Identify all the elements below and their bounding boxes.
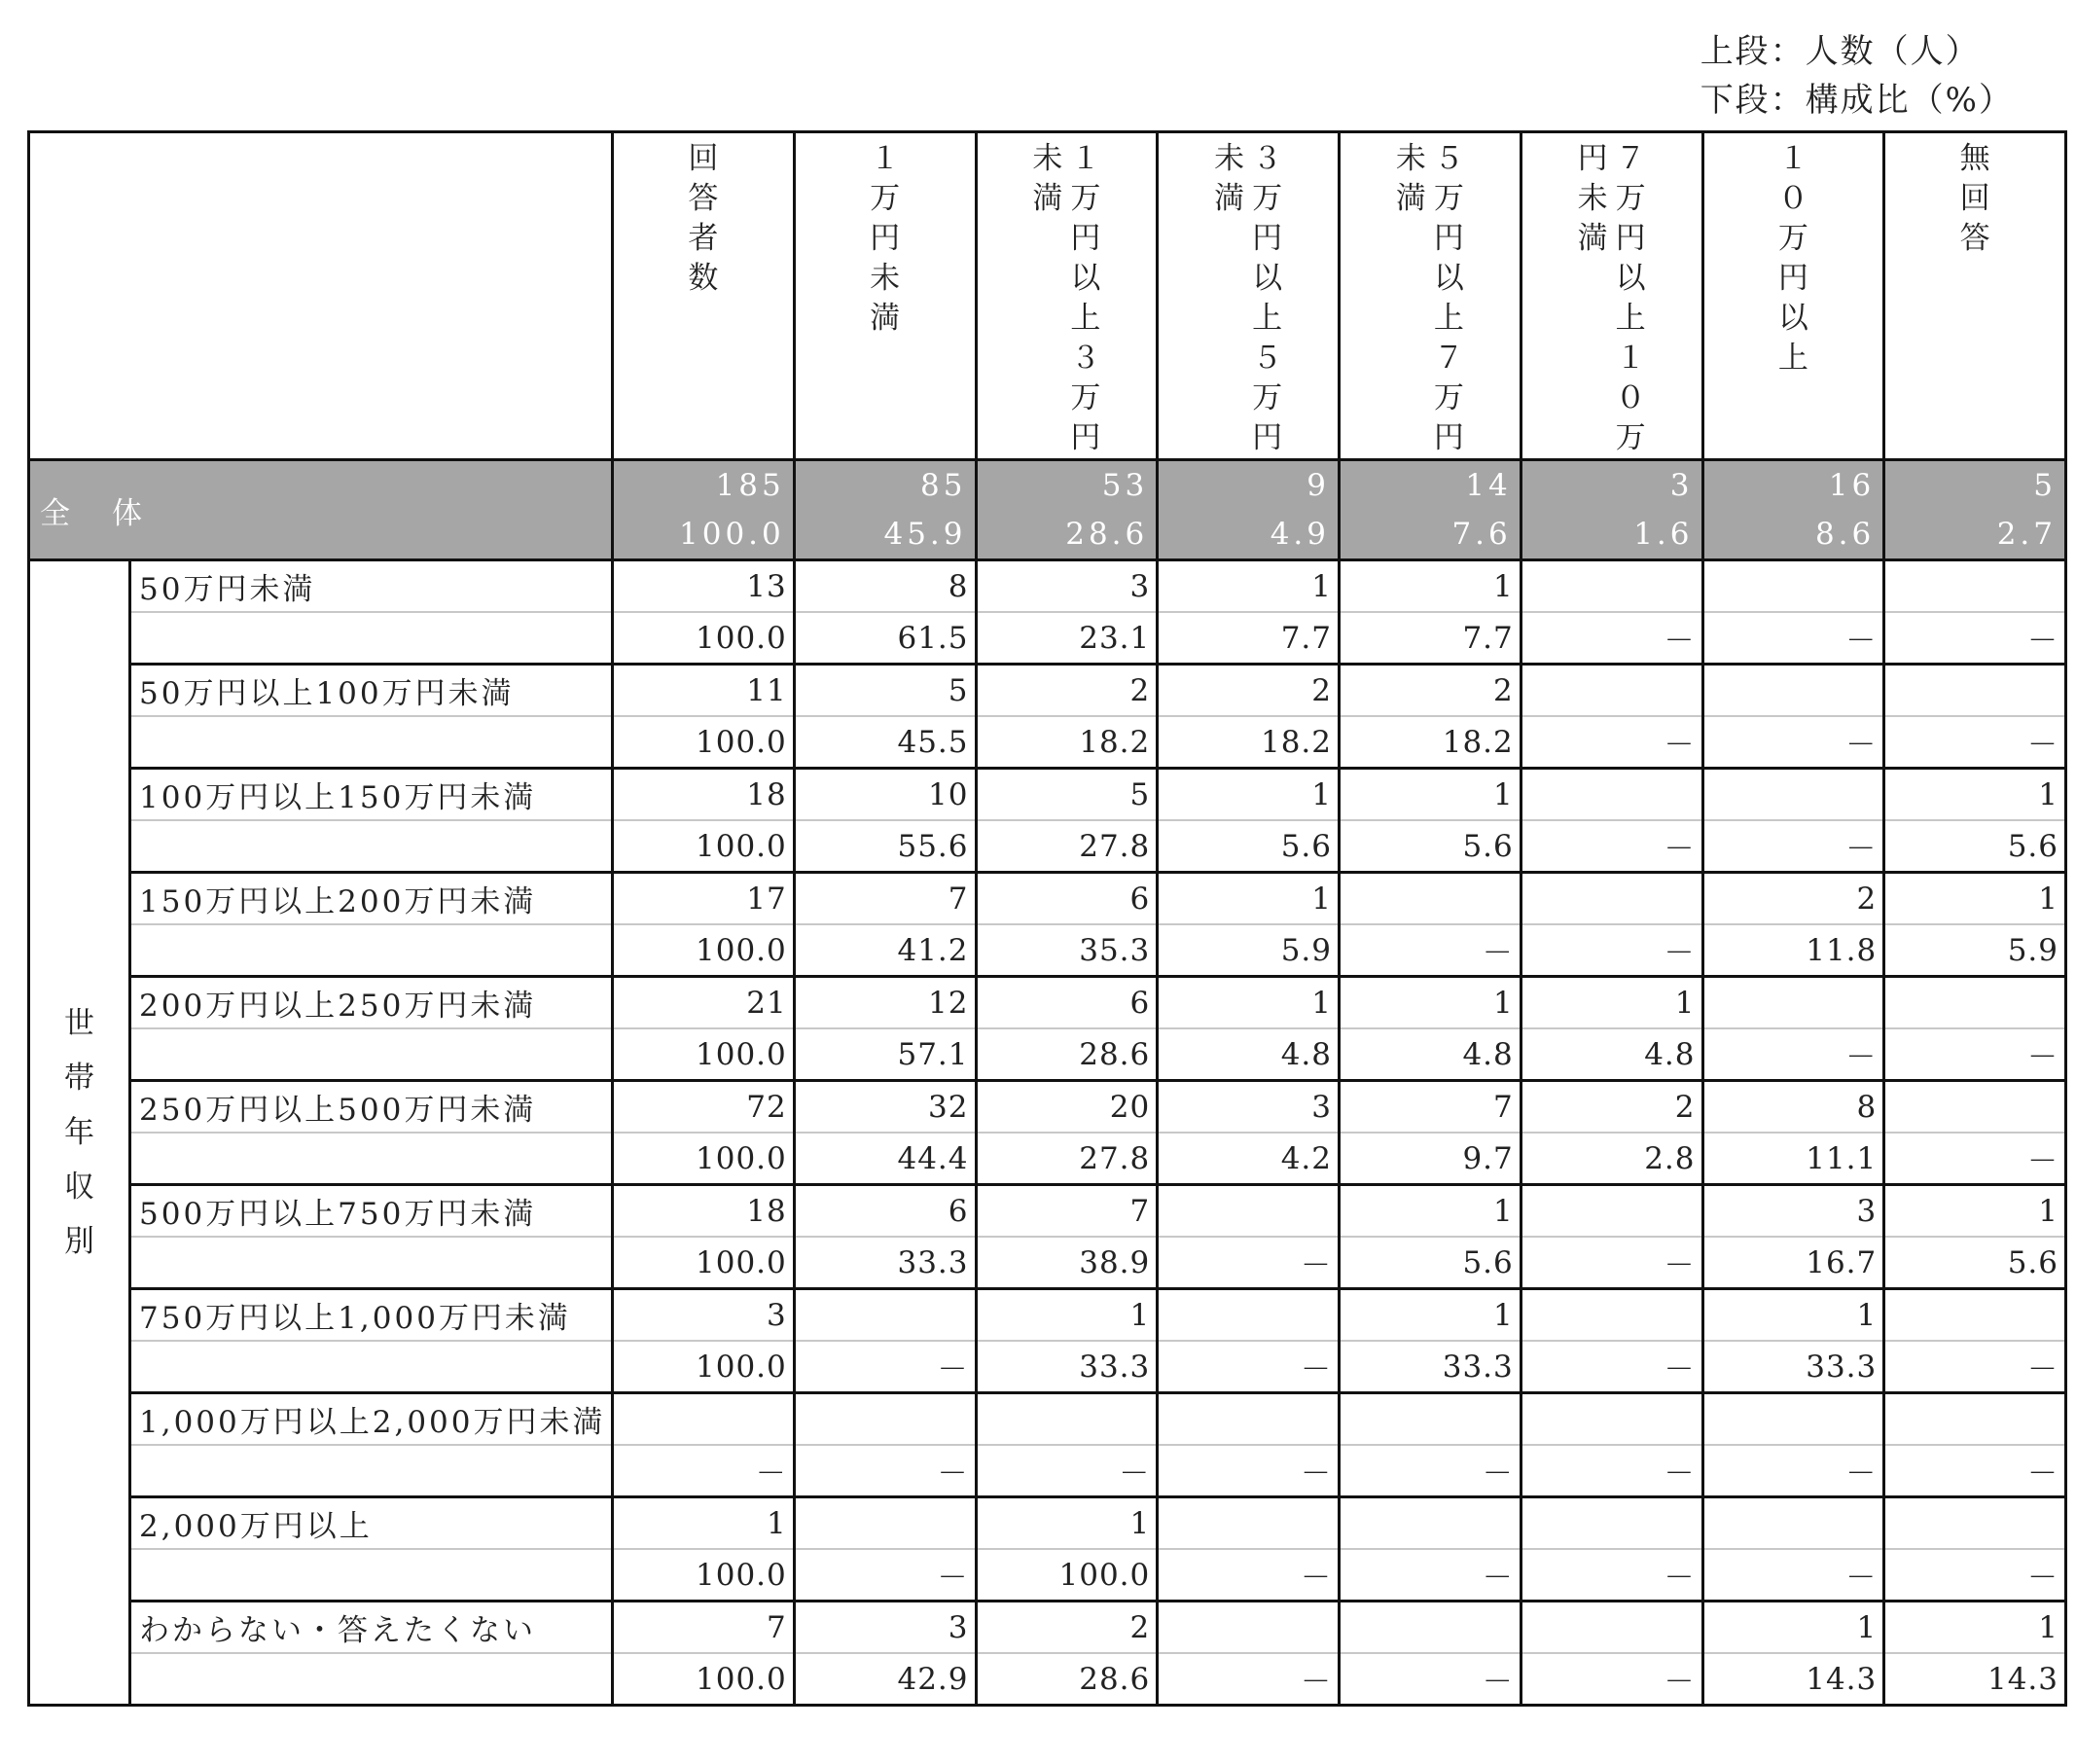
percent-cell: 18.2 (1340, 716, 1521, 769)
percent-cell: 11.8 (1702, 924, 1884, 977)
percent-cell: － (794, 1549, 976, 1602)
count-cell (1158, 1185, 1340, 1238)
percent-cell: 4.8 (1158, 1028, 1340, 1081)
percent-cell: － (1158, 1445, 1340, 1497)
table-row (29, 665, 2066, 717)
percent-cell: 33.3 (976, 1341, 1158, 1393)
percent-cell: － (1884, 1341, 2066, 1393)
percent-cell: － (1884, 1445, 2066, 1497)
percent-cell: － (1158, 1549, 1340, 1602)
column-header-text: ７ 万 円 以 上 １ ０ 万 (1615, 141, 1646, 455)
column-header-text: ５ 万 円 以 上 ７ 万 円 (1433, 141, 1464, 455)
count-cell: 1 (1158, 560, 1340, 613)
percent-cell: 5.6 (1158, 820, 1340, 873)
count-cell: 1 (1884, 873, 2066, 925)
table-row-percent (29, 820, 2066, 873)
percent-cell: 100.0 (613, 924, 795, 977)
percent-cell: 100.0 (613, 1653, 795, 1706)
count-cell (1702, 977, 1884, 1029)
count-cell: 7 (613, 1602, 795, 1654)
percent-cell: － (1158, 1237, 1340, 1289)
count-cell (1158, 1497, 1340, 1550)
count-cell: 6 (976, 873, 1158, 925)
row-label: 1,000万円以上2,000万円未満 (130, 1393, 613, 1446)
row-label: 200万円以上250万円未満 (130, 977, 613, 1029)
count-cell: 2 (1158, 665, 1340, 717)
percent-cell: － (1340, 1549, 1521, 1602)
count-cell: 18 (613, 769, 795, 821)
count-cell (1521, 665, 1702, 717)
table-row-percent (29, 1549, 2066, 1602)
percent-cell: － (1521, 924, 1702, 977)
count-cell: 2 (976, 1602, 1158, 1654)
percent-cell: 5.6 (1340, 1237, 1521, 1289)
percent-cell: 2.8 (1521, 1133, 1702, 1185)
percent-cell: 27.8 (976, 1133, 1158, 1185)
total-percent-cell: 100.0 (613, 510, 795, 560)
percent-cell: － (1884, 1549, 2066, 1602)
total-count-cell: 3 (1521, 460, 1702, 511)
count-cell: 72 (613, 1081, 795, 1134)
percent-cell: － (1521, 1653, 1702, 1706)
count-cell (1521, 1289, 1702, 1342)
table-row (29, 873, 2066, 925)
column-header-text: 未 満 (1214, 141, 1245, 216)
percent-cell: 4.8 (1521, 1028, 1702, 1081)
count-cell: 5 (976, 769, 1158, 821)
percent-cell: － (1702, 1549, 1884, 1602)
row-label: 2,000万円以上 (130, 1497, 613, 1550)
percent-cell: 42.9 (794, 1653, 976, 1706)
total-count-cell: 185 (613, 460, 795, 511)
total-percent-cell: 1.6 (1521, 510, 1702, 560)
percent-cell: 100.0 (613, 1341, 795, 1393)
count-cell: 1 (1340, 769, 1521, 821)
count-cell: 1 (1340, 1289, 1521, 1342)
percent-cell: 44.4 (794, 1133, 976, 1185)
count-cell: 21 (613, 977, 795, 1029)
count-cell (1521, 560, 1702, 613)
percent-cell: 7.7 (1158, 612, 1340, 665)
group-label-text: 世 帯 年 収 別 (64, 1006, 94, 1259)
row-label-spacer (130, 1237, 613, 1289)
percent-cell: － (1158, 1341, 1340, 1393)
count-cell: 3 (976, 560, 1158, 613)
count-cell: 1 (613, 1497, 795, 1550)
row-label-spacer (130, 1653, 613, 1706)
percent-cell: － (976, 1445, 1158, 1497)
count-cell (1884, 977, 2066, 1029)
column-header-text: 無 回 答 (1959, 141, 1990, 256)
percent-cell: 57.1 (794, 1028, 976, 1081)
percent-cell: 55.6 (794, 820, 976, 873)
row-label-spacer (130, 1133, 613, 1185)
percent-cell: － (1340, 924, 1521, 977)
total-count-cell: 14 (1340, 460, 1521, 511)
count-cell (1158, 1393, 1340, 1446)
count-cell (1521, 1185, 1702, 1238)
percent-cell: 100.0 (613, 1133, 795, 1185)
percent-cell: － (613, 1445, 795, 1497)
percent-cell: － (794, 1445, 976, 1497)
count-cell (1521, 1602, 1702, 1654)
percent-cell: 33.3 (1340, 1341, 1521, 1393)
count-cell (1884, 560, 2066, 613)
percent-cell: － (1702, 716, 1884, 769)
count-cell (1340, 1497, 1521, 1550)
count-cell (1158, 1602, 1340, 1654)
row-label-spacer (130, 1445, 613, 1497)
column-header-8 (1884, 132, 2066, 460)
count-cell (1158, 1289, 1340, 1342)
total-percent-cell: 7.6 (1340, 510, 1521, 560)
count-cell (1521, 1393, 1702, 1446)
count-cell (1340, 873, 1521, 925)
percent-cell: 4.2 (1158, 1133, 1340, 1185)
count-cell: 3 (1702, 1185, 1884, 1238)
table-row-percent (29, 1133, 2066, 1185)
row-label: 250万円以上500万円未満 (130, 1081, 613, 1134)
column-header-text: １ ０ 万 円 以 上 (1777, 141, 1808, 376)
total-count-cell: 9 (1158, 460, 1340, 511)
count-cell (1702, 1497, 1884, 1550)
table-row (29, 1289, 2066, 1342)
total-percent-cell: 45.9 (794, 510, 976, 560)
table-row (29, 1393, 2066, 1446)
percent-cell: 16.7 (1702, 1237, 1884, 1289)
row-label: 100万円以上150万円未満 (130, 769, 613, 821)
percent-cell: － (1521, 716, 1702, 769)
count-cell: 1 (1884, 1602, 2066, 1654)
total-row-count (29, 460, 2066, 511)
count-cell (794, 1289, 976, 1342)
count-cell: 1 (976, 1289, 1158, 1342)
percent-cell: 28.6 (976, 1653, 1158, 1706)
count-cell: 1 (976, 1497, 1158, 1550)
count-cell (1521, 1497, 1702, 1550)
count-cell (1702, 560, 1884, 613)
percent-cell: 35.3 (976, 924, 1158, 977)
row-label: 150万円以上200万円未満 (130, 873, 613, 925)
table-row-percent (29, 1653, 2066, 1706)
row-label-spacer (130, 1028, 613, 1081)
percent-cell: － (1702, 820, 1884, 873)
count-cell: 1 (1340, 977, 1521, 1029)
column-header-text: ３ 万 円 以 上 ５ 万 円 (1252, 141, 1283, 455)
header-blank-cell (29, 132, 613, 460)
percent-cell: 5.6 (1884, 820, 2066, 873)
column-header-1 (613, 132, 795, 460)
percent-cell: 100.0 (613, 612, 795, 665)
count-cell (1884, 1497, 2066, 1550)
percent-cell: 33.3 (794, 1237, 976, 1289)
percent-cell: － (1702, 612, 1884, 665)
percent-cell: 100.0 (976, 1549, 1158, 1602)
percent-cell: 100.0 (613, 1028, 795, 1081)
percent-cell: 4.8 (1340, 1028, 1521, 1081)
column-header-text: 未 満 (1395, 141, 1426, 216)
total-label: 全 体 (29, 460, 613, 560)
percent-cell: － (1884, 1028, 2066, 1081)
count-cell (613, 1393, 795, 1446)
total-percent-cell: 2.7 (1884, 510, 2066, 560)
percent-cell: － (1521, 612, 1702, 665)
table-row-percent (29, 716, 2066, 769)
table-row (29, 977, 2066, 1029)
count-cell: 1 (1521, 977, 1702, 1029)
count-cell (794, 1497, 976, 1550)
count-cell: 11 (613, 665, 795, 717)
row-label-spacer (130, 1549, 613, 1602)
total-percent-cell: 28.6 (976, 510, 1158, 560)
count-cell: 7 (1340, 1081, 1521, 1134)
percent-cell: 41.2 (794, 924, 976, 977)
percent-cell: 5.9 (1884, 924, 2066, 977)
count-cell: 3 (613, 1289, 795, 1342)
table-row (29, 560, 2066, 613)
count-cell (1340, 1393, 1521, 1446)
row-label: 750万円以上1,000万円未満 (130, 1289, 613, 1342)
percent-cell: － (794, 1341, 976, 1393)
header-row (29, 132, 2066, 460)
total-percent-cell: 8.6 (1702, 510, 1884, 560)
count-cell: 1 (1340, 1185, 1521, 1238)
table-body (29, 460, 2066, 1706)
column-header-text: 円 未 満 (1577, 141, 1608, 256)
percent-cell: 5.6 (1884, 1237, 2066, 1289)
count-cell (1521, 769, 1702, 821)
percent-cell: － (1521, 1549, 1702, 1602)
table-row (29, 1497, 2066, 1550)
percent-cell: 100.0 (613, 1549, 795, 1602)
count-cell: 2 (1340, 665, 1521, 717)
percent-cell: 14.3 (1702, 1653, 1884, 1706)
column-header-4 (1158, 132, 1340, 460)
percent-cell: 45.5 (794, 716, 976, 769)
percent-cell: 38.9 (976, 1237, 1158, 1289)
unit-note-line2: 下段：構成比（%） (1700, 81, 2014, 120)
row-label-spacer (130, 716, 613, 769)
count-cell: 1 (1702, 1602, 1884, 1654)
count-cell: 7 (976, 1185, 1158, 1238)
column-header-2 (794, 132, 976, 460)
column-header-text: １ 万 円 以 上 ３ 万 円 (1070, 141, 1101, 455)
percent-cell: － (1702, 1028, 1884, 1081)
count-cell (1702, 665, 1884, 717)
count-cell (1702, 1393, 1884, 1446)
count-cell: 1 (1340, 560, 1521, 613)
count-cell (1521, 873, 1702, 925)
percent-cell: 18.2 (976, 716, 1158, 769)
table-row-percent (29, 1028, 2066, 1081)
column-header-7 (1702, 132, 1884, 460)
row-label: わからない・答えたくない (130, 1602, 613, 1654)
percent-cell: － (1521, 1341, 1702, 1393)
count-cell (794, 1393, 976, 1446)
count-cell (1702, 769, 1884, 821)
row-label-spacer (130, 1341, 613, 1393)
total-percent-cell: 4.9 (1158, 510, 1340, 560)
count-cell: 3 (794, 1602, 976, 1654)
column-header-text: 未 満 (1032, 141, 1063, 216)
percent-cell: 11.1 (1702, 1133, 1884, 1185)
total-count-cell: 53 (976, 460, 1158, 511)
table-row-percent (29, 612, 2066, 665)
column-header-text: 回 答 者 数 (688, 141, 719, 296)
row-label: 500万円以上750万円未満 (130, 1185, 613, 1238)
count-cell: 7 (794, 873, 976, 925)
count-cell: 1 (1158, 873, 1340, 925)
percent-cell: 100.0 (613, 820, 795, 873)
percent-cell: － (1884, 1133, 2066, 1185)
count-cell (976, 1393, 1158, 1446)
percent-cell: 23.1 (976, 612, 1158, 665)
count-cell: 8 (794, 560, 976, 613)
count-cell: 1 (1884, 769, 2066, 821)
group-label (29, 560, 130, 1706)
percent-cell: 14.3 (1884, 1653, 2066, 1706)
total-count-cell: 5 (1884, 460, 2066, 511)
percent-cell: 18.2 (1158, 716, 1340, 769)
column-header-6 (1521, 132, 1702, 460)
count-cell: 5 (794, 665, 976, 717)
count-cell: 20 (976, 1081, 1158, 1134)
count-cell (1884, 1289, 2066, 1342)
count-cell: 2 (1521, 1081, 1702, 1134)
row-label: 50万円以上100万円未満 (130, 665, 613, 717)
percent-cell: 9.7 (1340, 1133, 1521, 1185)
percent-cell: － (1521, 1445, 1702, 1497)
percent-cell: 61.5 (794, 612, 976, 665)
percent-cell: － (1340, 1653, 1521, 1706)
column-header-5 (1340, 132, 1521, 460)
count-cell: 32 (794, 1081, 976, 1134)
count-cell: 17 (613, 873, 795, 925)
count-cell: 2 (1702, 873, 1884, 925)
row-label-spacer (130, 612, 613, 665)
percent-cell: 28.6 (976, 1028, 1158, 1081)
total-count-cell: 85 (794, 460, 976, 511)
percent-cell: 5.6 (1340, 820, 1521, 873)
table-row (29, 1081, 2066, 1134)
row-label: 50万円未満 (130, 560, 613, 613)
table-row (29, 1602, 2066, 1654)
count-cell (1884, 1393, 2066, 1446)
count-cell (1884, 665, 2066, 717)
percent-cell: － (1158, 1653, 1340, 1706)
column-header-3 (976, 132, 1158, 460)
count-cell: 13 (613, 560, 795, 613)
percent-cell: 33.3 (1702, 1341, 1884, 1393)
count-cell: 10 (794, 769, 976, 821)
percent-cell: 7.7 (1340, 612, 1521, 665)
table-row-percent (29, 924, 2066, 977)
table-row-percent (29, 1445, 2066, 1497)
percent-cell: － (1884, 716, 2066, 769)
count-cell: 6 (976, 977, 1158, 1029)
row-label-spacer (130, 924, 613, 977)
percent-cell: － (1884, 612, 2066, 665)
unit-note-line1: 上段：人数（人） (1700, 32, 1981, 71)
count-cell: 1 (1158, 769, 1340, 821)
percent-cell: 100.0 (613, 716, 795, 769)
count-cell (1884, 1081, 2066, 1134)
count-cell: 3 (1158, 1081, 1340, 1134)
count-cell: 18 (613, 1185, 795, 1238)
percent-cell: 100.0 (613, 1237, 795, 1289)
percent-cell: － (1702, 1445, 1884, 1497)
count-cell: 6 (794, 1185, 976, 1238)
count-cell: 1 (1884, 1185, 2066, 1238)
percent-cell: 27.8 (976, 820, 1158, 873)
count-cell: 1 (1702, 1289, 1884, 1342)
survey-table (27, 130, 2067, 1707)
table-row (29, 1185, 2066, 1238)
count-cell: 12 (794, 977, 976, 1029)
count-cell: 1 (1158, 977, 1340, 1029)
percent-cell: － (1521, 820, 1702, 873)
total-count-cell: 16 (1702, 460, 1884, 511)
table-row-percent (29, 1341, 2066, 1393)
count-cell: 2 (976, 665, 1158, 717)
percent-cell: － (1340, 1445, 1521, 1497)
table-row-percent (29, 1237, 2066, 1289)
percent-cell: － (1521, 1237, 1702, 1289)
percent-cell: 5.9 (1158, 924, 1340, 977)
count-cell: 8 (1702, 1081, 1884, 1134)
row-label-spacer (130, 820, 613, 873)
column-header-text: １ 万 円 未 満 (870, 141, 901, 336)
unit-note (1700, 27, 2014, 125)
count-cell (1340, 1602, 1521, 1654)
table-row (29, 769, 2066, 821)
